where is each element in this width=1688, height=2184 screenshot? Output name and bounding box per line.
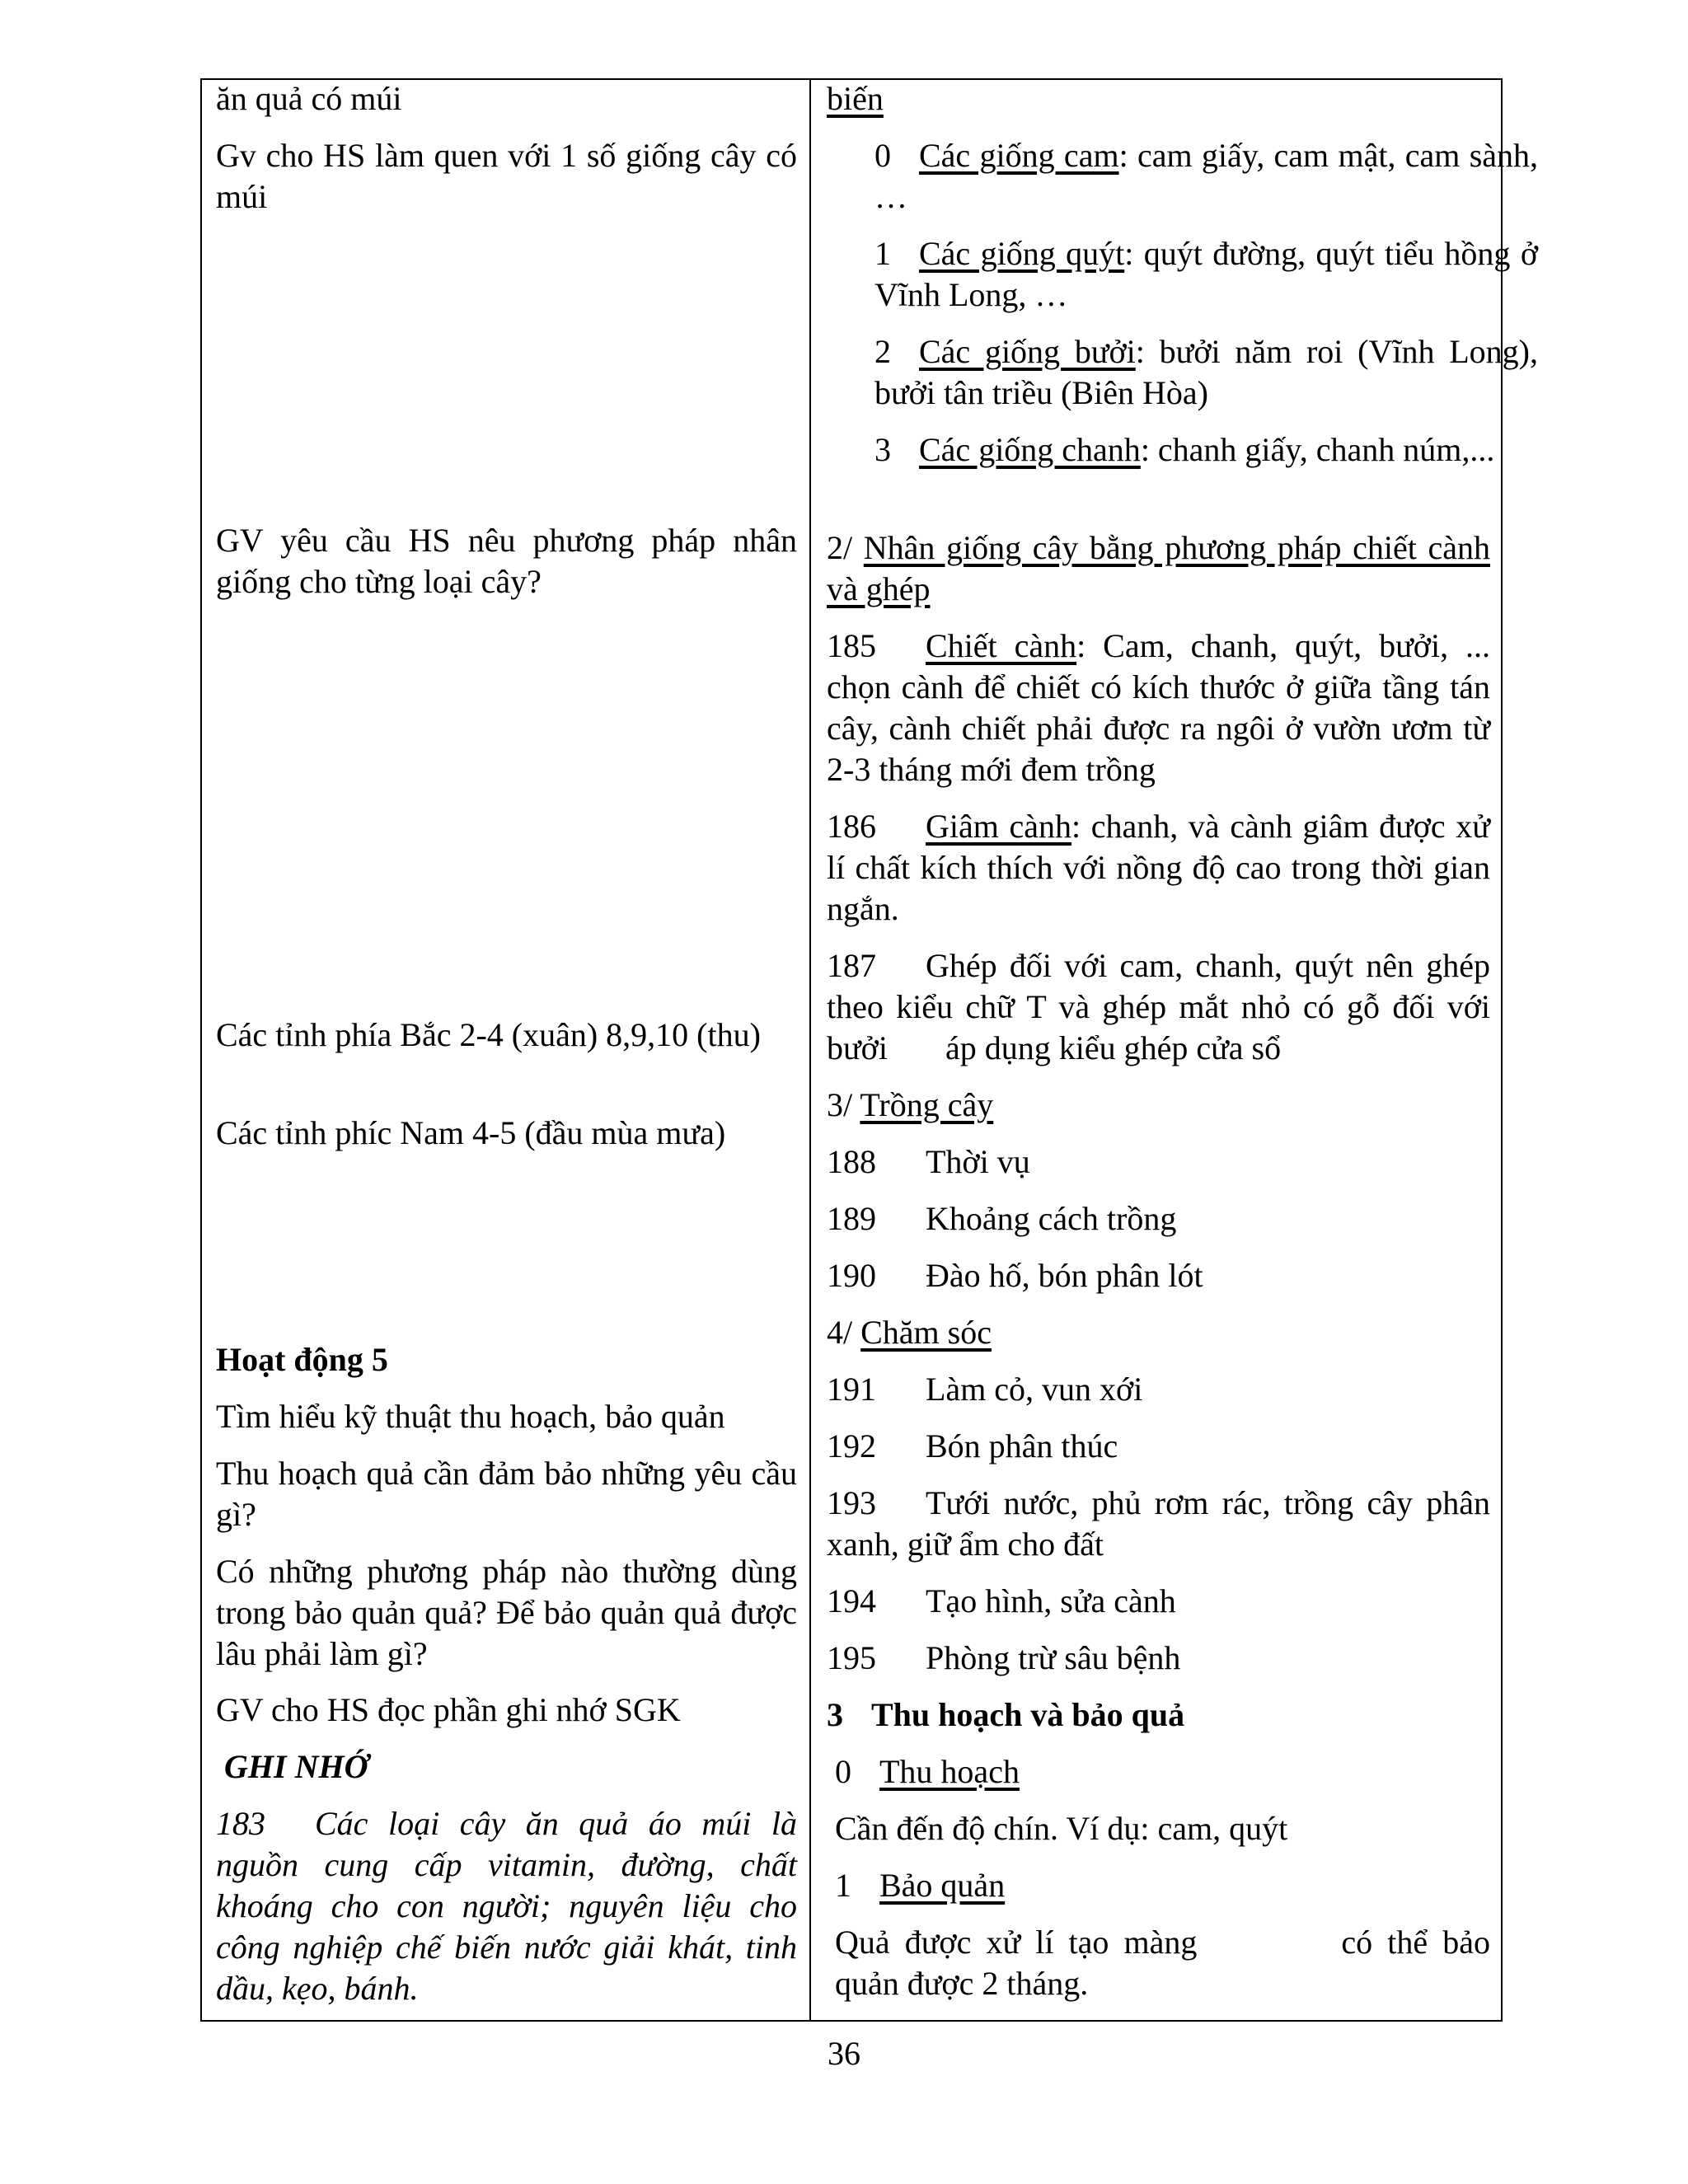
item-185-num: 185 <box>827 627 876 664</box>
item-191-text: Làm cỏ, vun xới <box>926 1371 1143 1408</box>
item-194-text: Tạo hình, sửa cành <box>926 1582 1176 1619</box>
left-line-propagation-question: GV yêu cầu HS nêu phương pháp nhân giống cho từng loại cây? <box>216 522 797 600</box>
ghi-nho-text <box>216 1803 797 2009</box>
left-line-south-season: Các tỉnh phíc Nam 4-5 (đầu mùa mưa) <box>216 1114 726 1151</box>
variety-pomelo-num: 2 <box>874 333 891 370</box>
item-189 <box>827 1198 1490 1240</box>
item-193-text: Tưới nước, phủ rơm rác, trồng cây phân xanh, giữ ẩm cho đất <box>827 1484 1490 1563</box>
variety-pomelo-text: : bưởi năm roi (Vĩnh Long), bưởi tân triều (Biên Hòa) <box>874 333 1538 411</box>
item-194-num: 194 <box>827 1582 876 1619</box>
item-194 <box>827 1581 1490 1622</box>
page-number: 36 <box>828 2035 860 2072</box>
variety-pomelo <box>827 331 1538 414</box>
section-3-prefix: 3/ <box>827 1086 860 1123</box>
variety-tangerine-text: : quýt đường, quýt tiểu hồng ở Vĩnh Long, … <box>874 235 1538 313</box>
harvest-text: Cần đến độ chín. Ví dụ: cam, quýt <box>835 1810 1288 1847</box>
item-187 <box>827 945 1490 1069</box>
left-line-read-summary: GV cho HS đọc phần ghi nhớ SGK <box>216 1691 681 1728</box>
storage-sub-label: Bảo quản <box>879 1867 1006 1904</box>
section-4-prefix: 4/ <box>827 1314 861 1351</box>
section-harvest-num: 3 <box>827 1696 843 1733</box>
storage-text <box>827 1922 1490 2004</box>
harvest-sub <box>827 1751 1498 1793</box>
item-190-text: Đào hố, bón phân lót <box>926 1257 1203 1294</box>
item-185 <box>827 626 1490 790</box>
variety-lemon-num: 3 <box>874 431 891 468</box>
item-192 <box>827 1426 1490 1467</box>
activity-5-heading: Hoạt động 5 <box>216 1341 388 1378</box>
ghi-nho-heading: GHI NHỚ <box>224 1748 368 1785</box>
item-187-num: 187 <box>827 947 876 984</box>
item-186-label: Giâm cành <box>926 808 1072 845</box>
left-line-harvest-question: Thu hoạch quả cần đảm bảo những yêu cầu gì? <box>216 1455 797 1533</box>
item-192-text: Bón phân thúc <box>926 1427 1118 1465</box>
left-line-north-season: Các tỉnh phía Bắc 2-4 (xuân) 8,9,10 (thu) <box>216 1016 761 1053</box>
ghi-nho-number: 183 <box>216 1805 265 1842</box>
storage-sub-num: 1 <box>835 1867 851 1904</box>
left-line-fruit: ăn quả có múi <box>216 80 402 117</box>
variety-orange-text: : cam giấy, cam mật, cam sành, … <box>874 137 1539 215</box>
item-191-num: 191 <box>827 1371 876 1408</box>
section-2-prefix: 2/ <box>827 529 864 566</box>
item-195 <box>827 1638 1490 1679</box>
variety-lemon <box>827 429 1538 471</box>
variety-orange-num: 0 <box>874 137 891 174</box>
item-185-label: Chiết cành <box>926 627 1077 664</box>
item-187-text-a: Ghép đối với cam, chanh, quýt nên ghép theo kiểu chữ T và ghép mắt nhỏ có gỗ đối với bưởi <box>827 947 1490 1066</box>
left-line-storage-question: Có những phương pháp nào thường dùng trong bảo quản quả? Để bảo quản quả được lâu phải làm gì? <box>216 1553 797 1672</box>
item-190-num: 190 <box>827 1257 876 1294</box>
variety-orange <box>827 135 1538 218</box>
section-harvest-title: Thu hoạch và bảo quả <box>871 1696 1185 1733</box>
variety-tangerine-num: 1 <box>874 235 891 272</box>
item-188 <box>827 1141 1490 1183</box>
item-189-text: Khoảng cách trồng <box>926 1200 1177 1237</box>
variety-orange-label: Các giống cam <box>919 137 1119 174</box>
item-187-text-b: áp dụng kiểu ghép cửa sổ <box>945 1029 1282 1066</box>
item-188-text: Thời vụ <box>926 1143 1030 1180</box>
storage-sub <box>827 1865 1498 1906</box>
section-4-title: Chăm sóc <box>860 1314 992 1351</box>
item-195-text: Phòng trừ sâu bệnh <box>926 1639 1181 1676</box>
column-divider <box>809 78 811 2022</box>
variety-lemon-text: : chanh giấy, chanh núm,... <box>1140 431 1495 468</box>
right-line-bien: biến <box>827 80 884 117</box>
item-189-num: 189 <box>827 1200 876 1237</box>
ghi-nho-body: Các loại cây ăn quả áo múi là nguồn cung cấp vitamin, đường, chất khoáng cho con người; nguyên liệu cho công nghiệp chế biến nước giải khát, tinh dầu, kẹo, bánh. <box>216 1805 797 2007</box>
item-190 <box>827 1255 1490 1296</box>
item-186-num: 186 <box>827 808 876 845</box>
harvest-sub-num: 0 <box>835 1753 851 1790</box>
variety-lemon-label: Các giống chanh <box>919 431 1141 468</box>
section-2-title: Nhân giống cây bằng phương pháp chiết cành và ghép <box>827 529 1490 607</box>
variety-tangerine <box>827 233 1538 316</box>
item-188-num: 188 <box>827 1143 876 1180</box>
left-line-harvest-topic: Tìm hiểu kỹ thuật thu hoạch, bảo quản <box>216 1398 725 1435</box>
section-3-title: Trồng cây <box>860 1086 994 1123</box>
section-3-heading <box>827 1085 1490 1126</box>
section-4-heading <box>827 1312 1490 1353</box>
section-2-heading <box>827 527 1490 610</box>
item-191 <box>827 1369 1490 1410</box>
item-192-num: 192 <box>827 1427 876 1465</box>
item-186-text: : chanh, và cành giâm được xử lí chất kích thích với nồng độ cao trong thời gian ngắn. <box>827 808 1490 927</box>
item-195-num: 195 <box>827 1639 876 1676</box>
section-harvest-heading <box>827 1694 1490 1736</box>
item-193-num: 193 <box>827 1484 876 1521</box>
storage-text-b: có thể bảo quản được 2 tháng. <box>835 1924 1490 2002</box>
left-line-intro-varieties: Gv cho HS làm quen với 1 số giống cây có múi <box>216 137 797 215</box>
storage-text-a: Quả được xử lí tạo màng <box>835 1924 1198 1961</box>
item-185-text: : Cam, chanh, quýt, bưởi, ... chọn cành để chiết có kích thước ở giữa tầng tán cây, cành chiết phải được ra ngôi ở vườn ươm từ 2-3 tháng mới đem trồng <box>827 627 1490 788</box>
variety-tangerine-label: Các giống quýt <box>919 235 1125 272</box>
harvest-sub-label: Thu hoạch <box>879 1753 1020 1790</box>
item-193 <box>827 1483 1490 1565</box>
variety-pomelo-label: Các giống bưởi <box>919 333 1136 370</box>
item-186 <box>827 806 1490 930</box>
